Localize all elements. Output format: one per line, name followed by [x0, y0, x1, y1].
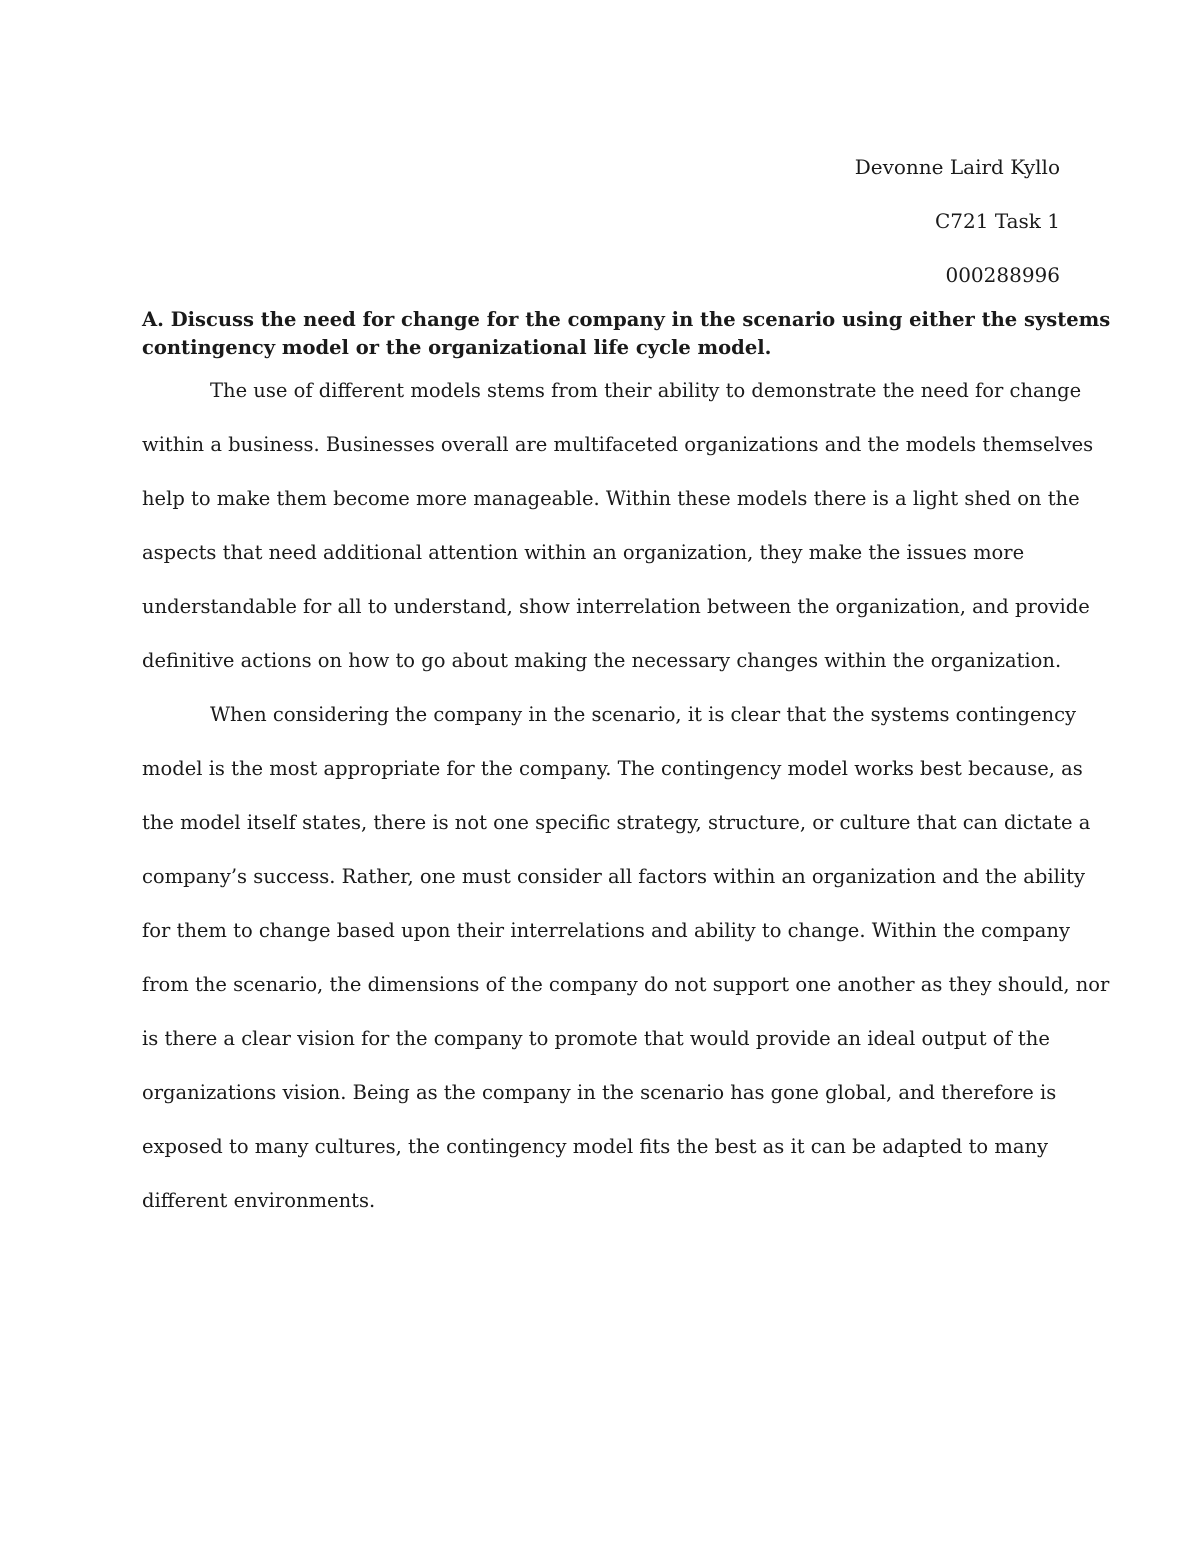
text-line: definitive actions on how to go about making the necessary changes within the organization. [142, 649, 1062, 672]
text-line: model is the most appropriate for the company. The contingency model works best because, as [142, 757, 1083, 780]
question-line: A. Discuss the need for change for the company in the scenario using either the systems [142, 308, 1111, 331]
text-line: When considering the company in the scenario, it is clear that the systems contingency [210, 703, 1077, 726]
text-line: for them to change based upon their interrelations and ability to change. Within the company [142, 919, 1071, 942]
question-line: contingency model or the organizational life cycle model. [142, 336, 772, 359]
author-name: Devonne Laird Kyllo [854, 155, 1060, 179]
text-line: help to make them become more manageable. Within these models there is a light shed on the [142, 487, 1080, 510]
task-label: C721 Task 1 [934, 209, 1060, 233]
text-line: within a business. Businesses overall are multifaceted organizations and the models themselves [142, 433, 1094, 456]
paragraph-1 [142, 364, 1094, 688]
text-line: understandable for all to understand, show interrelation between the organization, and provide [142, 595, 1090, 618]
question-heading [142, 306, 1111, 362]
body-text [142, 364, 1110, 1228]
id-number: 000288996 [945, 263, 1060, 287]
text-line: The use of different models stems from their ability to demonstrate the need for change [210, 379, 1082, 402]
header-block [855, 140, 1060, 302]
text-line: the model itself states, there is not one specific strategy, structure, or culture that can dictate a [142, 811, 1091, 834]
text-line: exposed to many cultures, the contingency model fits the best as it can be adapted to many [142, 1135, 1049, 1158]
text-line: aspects that need additional attention within an organization, they make the issues more [142, 541, 1025, 564]
text-line: from the scenario, the dimensions of the company do not support one another as they should, nor [142, 973, 1110, 996]
text-line: organizations vision. Being as the company in the scenario has gone global, and therefore is [142, 1081, 1057, 1104]
text-line: company’s success. Rather, one must consider all factors within an organization and the ability [142, 865, 1085, 888]
text-line: different environments. [142, 1189, 376, 1212]
text-line: is there a clear vision for the company to promote that would provide an ideal output of the [142, 1027, 1050, 1050]
paragraph-2 [142, 688, 1110, 1228]
